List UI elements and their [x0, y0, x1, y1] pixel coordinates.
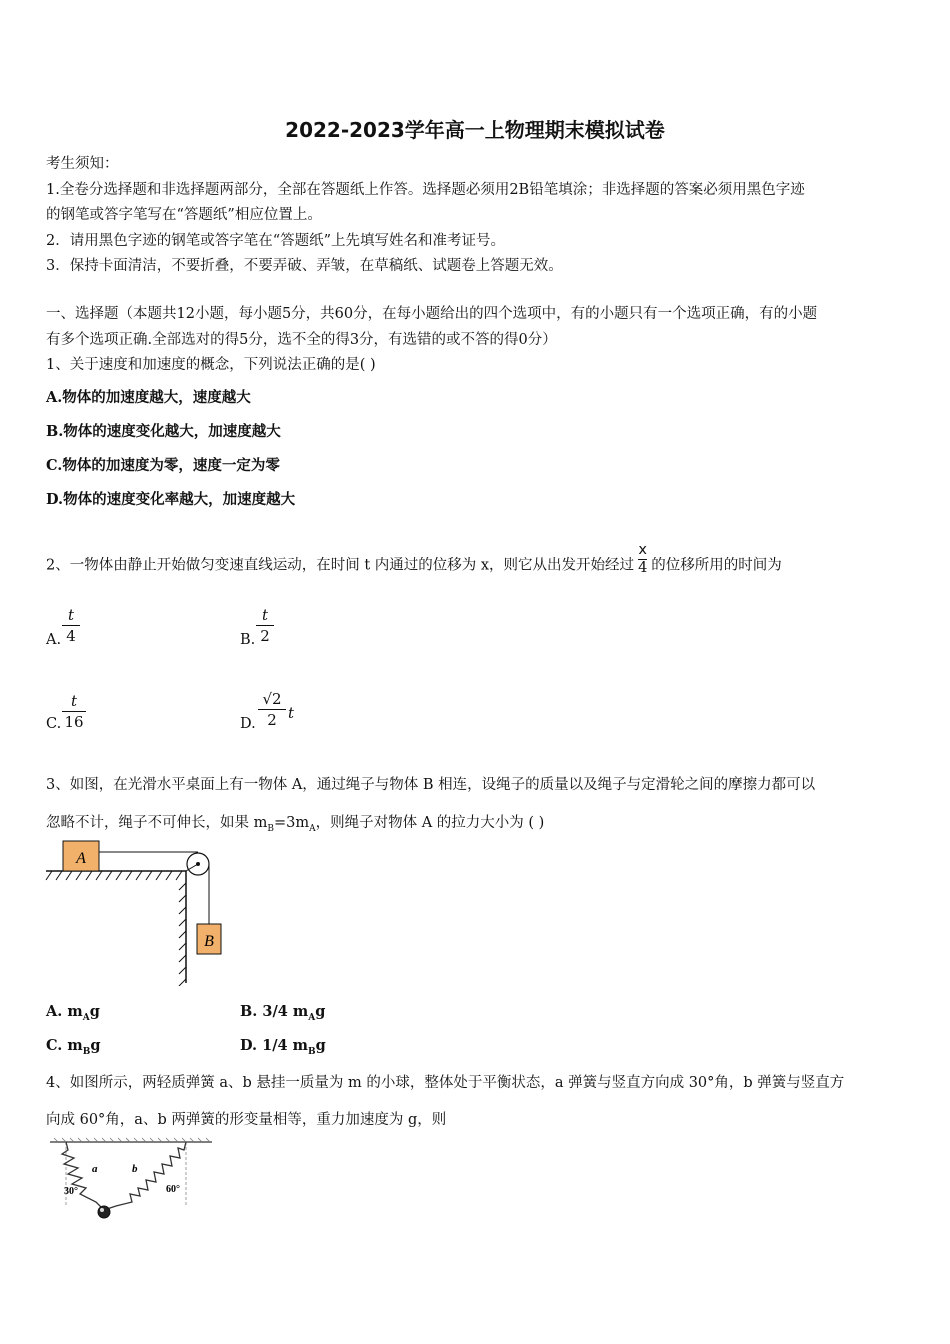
- q2-option-d-suffix: t: [288, 704, 295, 722]
- q2-option-a-fraction: t 4: [62, 606, 80, 645]
- q3-option-d: D. 1/4 $m_Bg$: [240, 1037, 326, 1057]
- q2-stem: [46, 542, 782, 583]
- notice-item: 的钢笔或答字笔写在“答题纸”相应位置上。: [46, 207, 322, 223]
- label-30deg: 30°: [64, 1186, 78, 1197]
- q3-option-b: B. 3/4 $m_Ag$: [240, 1003, 326, 1023]
- notice-item: 2．请用黑色字迹的钢笔或答字笔在“答题纸”上先填写姓名和准考证号。: [46, 233, 506, 249]
- spring-b: [104, 1142, 186, 1210]
- label-b: B: [204, 933, 214, 950]
- q2-option-c-label: C.: [46, 716, 62, 732]
- q3-pulley-figure: [44, 838, 224, 986]
- q2-option-c-fraction: t 16: [62, 692, 86, 731]
- q3-option-c: C. $m_Bg$: [46, 1037, 101, 1057]
- q2-stem-a: 2、一物体由静止开始做匀变速直线运动，在时间 t 内通过的位移为 x，则它从出发开始经过: [46, 557, 635, 574]
- q3-stem-line1: 3、如图，在光滑水平桌面上有一物体 A，通过绳子与物体 B 相连，设绳子的质量以及绳子与定滑轮之间的摩擦力都可以: [46, 777, 816, 793]
- spring-a: [62, 1142, 102, 1208]
- notice-heading: 考生须知：: [46, 156, 119, 172]
- q2-option-b-label: B.: [240, 632, 256, 648]
- q1-option-a: A.物体的加速度越大，速度越大: [46, 389, 251, 406]
- q1-option-c: C.物体的加速度为零，速度一定为零: [46, 457, 280, 474]
- notice-item: 3．保持卡面清洁，不要折叠，不要弄破、弄皱，在草稿纸、试题卷上答题无效。: [46, 258, 563, 274]
- section-heading-cont: 有多个选项正确.全部选对的得5分，选不全的得3分，有选错的或不答的得0分）: [46, 332, 557, 348]
- q2-option-a-label: A.: [46, 632, 62, 648]
- q2-option-b-fraction: t 2: [256, 606, 274, 645]
- q1-option-d: D.物体的速度变化率越大，加速度越大: [46, 491, 296, 508]
- q3-option-a: A. $m_Ag$: [46, 1003, 100, 1023]
- section-heading: 一、选择题（本题共12小题，每小题5分，共60分，在每小题给出的四个选项中，有的小题只有一个选项正确，有的小题: [46, 306, 818, 322]
- q2-stem-b: 的位移所用的时间为: [651, 557, 782, 574]
- label-spring-a: a: [92, 1163, 98, 1175]
- q4-stem-line1: 4、如图所示，两轻质弹簧 a、b 悬挂一质量为 m 的小球，整体处于平衡状态，a 弹簧与竖直方向成 30°角，b 弹簧与竖直方: [46, 1075, 845, 1091]
- q4-spring-figure: [46, 1136, 218, 1222]
- q4-stem-line2: 向成 60°角，a、b 两弹簧的形变量相等，重力加速度为 g，则: [46, 1112, 447, 1128]
- label-spring-b: b: [132, 1163, 138, 1175]
- q2-option-d-label: D.: [240, 716, 256, 732]
- ball: [98, 1206, 110, 1218]
- notice-item: 1.全卷分选择题和非选择题两部分，全部在答题纸上作答。选择题必须用2B铅笔填涂；非选择题的答案必须用黑色字迹: [46, 182, 805, 198]
- q3-stem-line2: 忽略不计，绳子不可伸长，如果 $m_B=3m_A$，则绳子对物体 A 的拉力大小为 ( ): [46, 815, 545, 834]
- label-a: A: [76, 850, 86, 867]
- page-title: 2022-2023学年高一上物理期末模拟试卷: [285, 118, 665, 142]
- q1-stem: 1、关于速度和加速度的概念，下列说法正确的是( ): [46, 357, 376, 373]
- label-60deg: 60°: [166, 1184, 180, 1195]
- q1-option-b: B.物体的速度变化越大，加速度越大: [46, 423, 281, 440]
- q2-inline-fraction: $\frac{x}{4}$: [638, 542, 648, 576]
- q2-option-d-fraction: √2 2: [258, 690, 286, 729]
